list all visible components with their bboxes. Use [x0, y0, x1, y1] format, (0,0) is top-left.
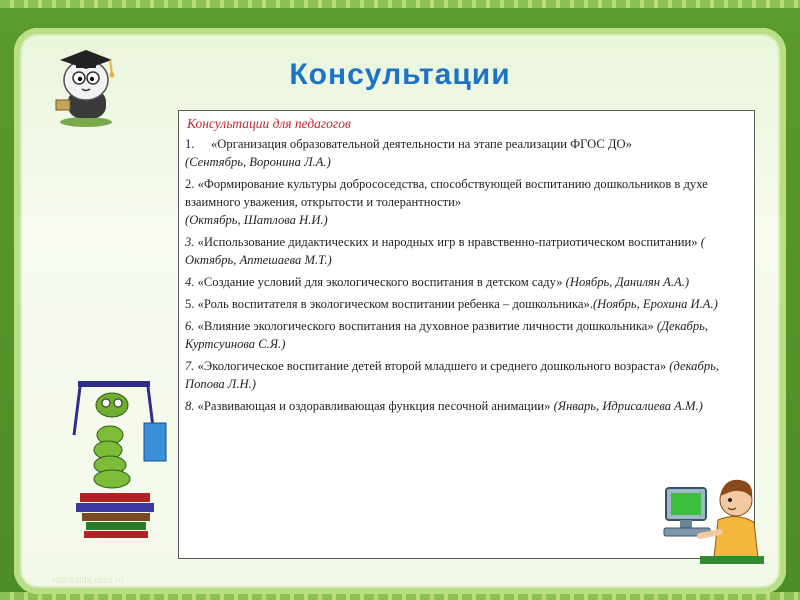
item-meta: (Январь, Идрисалиева А.М.)	[553, 399, 703, 413]
watermark-url: http://aida.ucoz.ru	[52, 575, 124, 585]
item-text: «Роль воспитателя в экологическом воспитании ребенка – дошкольника».	[197, 297, 593, 311]
item-text: «Создание условий для экологического воспитания в детском саду»	[197, 275, 563, 289]
item-number: 5.	[185, 297, 195, 311]
list-item	[185, 295, 748, 313]
item-meta: (Октябрь, Шатлова Н.И.)	[185, 213, 328, 227]
item-text: «Организация образовательной деятельности на этапе реализации ФГОС ДО»	[211, 137, 632, 151]
consultations-heading: Консультации для педагогов	[187, 116, 351, 131]
item-number: 4.	[185, 275, 195, 289]
list-item	[185, 135, 748, 171]
item-number: 1.	[185, 137, 195, 151]
page-title: Консультации	[289, 58, 511, 91]
list-item	[185, 397, 748, 415]
list-item	[185, 175, 748, 229]
item-number: 2.	[185, 177, 195, 191]
item-number: 6.	[185, 319, 195, 333]
item-number: 7.	[185, 359, 195, 373]
item-text: «Формирование культуры добрососедства, способствующей воспитанию дошкольников в духе взаимного уважения, открытости и толерантности»	[185, 177, 708, 209]
item-text: «Экологическое воспитание детей второй младшего и среднего дошкольного возраста»	[197, 359, 667, 373]
item-meta: ( Октябрь, Аптешаева М.Т.)	[185, 235, 705, 267]
item-meta: (Декабрь, Куртсуинова С.Я.)	[185, 319, 709, 351]
item-text: «Использование дидактических и народных игр в нравственно-патриотическом воспитании»	[197, 235, 698, 249]
item-meta: (Сентябрь, Воронина Л.А.)	[185, 155, 331, 169]
list-item	[185, 317, 748, 353]
item-meta: (декабрь, Попова Л.Н.)	[185, 359, 719, 391]
item-meta: (Ноябрь, Ерохина И.А.)	[592, 297, 718, 311]
list-item	[185, 357, 748, 393]
boy-computer-icon	[660, 470, 772, 570]
item-meta: (Ноябрь, Данилян А.А.)	[565, 275, 690, 289]
list-item	[185, 233, 748, 269]
list-item	[185, 273, 748, 291]
item-number: 3.	[185, 235, 195, 249]
item-number: 8.	[185, 399, 195, 413]
bookworm-icon	[50, 375, 180, 545]
item-text: «Развивающая и оздоравливающая функция песочной анимации»	[197, 399, 551, 413]
item-text: «Влияние экологического воспитания на духовное развитие личности дошкольника»	[197, 319, 654, 333]
